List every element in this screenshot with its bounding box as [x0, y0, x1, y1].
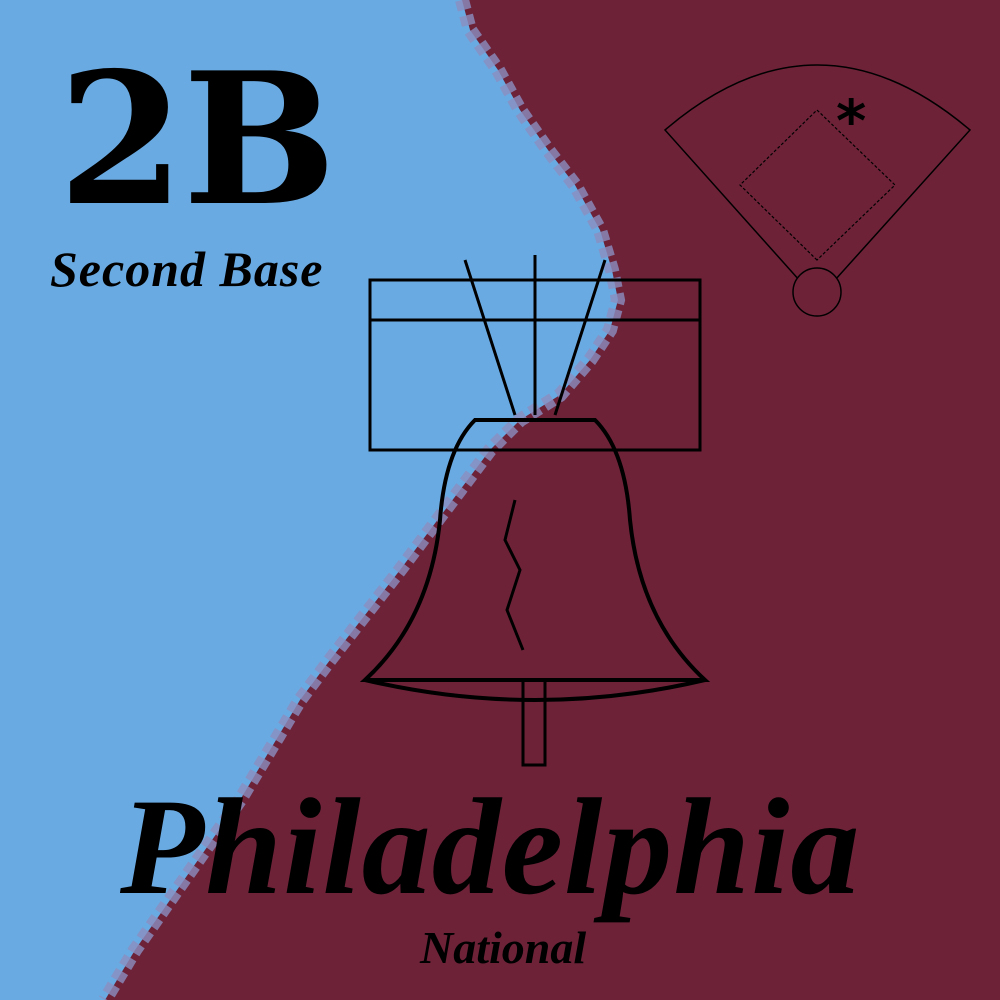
- infield: [740, 110, 895, 260]
- bell-crack: [505, 500, 523, 650]
- bell-strut-left: [465, 260, 515, 415]
- bell-body: [365, 420, 705, 680]
- position-name: Second Base: [50, 241, 324, 297]
- bell-strut-right: [555, 260, 605, 415]
- position-marker: *: [836, 87, 867, 155]
- home-plate-circle: [793, 268, 841, 316]
- league-name: National: [420, 922, 587, 973]
- bell-clapper: [523, 680, 545, 765]
- liberty-bell-icon: [355, 240, 715, 780]
- position-code: 2B: [58, 32, 335, 246]
- bell-lip: [365, 680, 705, 700]
- city-name: Philadelphia: [120, 770, 861, 923]
